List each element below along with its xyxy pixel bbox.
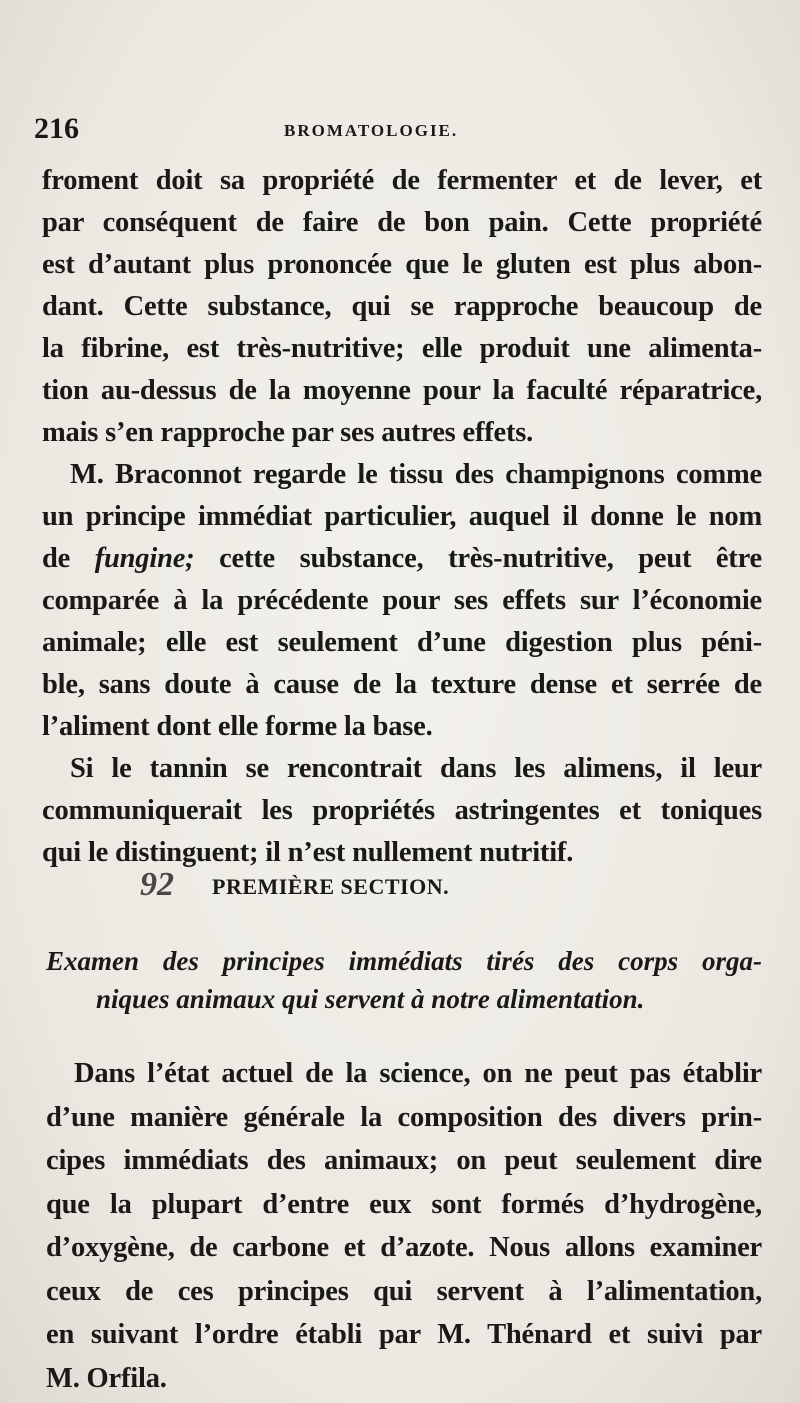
text-line: tion au-dessus de la moyenne pour la faculté réparatrice, (42, 375, 762, 406)
text-line: ceux de ces principes qui servent à l’alimentation, (46, 1275, 762, 1307)
text-line: ble, sans doute à cause de la texture dense et serrée de (42, 669, 762, 700)
text-line: un principe immédiat particulier, auquel il donne le nom (42, 501, 762, 532)
text-line: M. Orfila. (46, 1362, 167, 1394)
section-title: PREMIÈRE SECTION. (212, 874, 450, 899)
running-head: BROMATOLOGIE. (284, 121, 459, 140)
body-text-top (42, 160, 762, 874)
text-fragment: cette substance, très-nutritive, peut être (219, 543, 762, 574)
page-header (34, 112, 734, 152)
subtitle-line: Examen des principes immédiats tirés des corps orga- (46, 946, 762, 976)
text-line: en suivant l’ordre établi par M. Thénard et suivi par (46, 1319, 762, 1350)
text-fragment: de (42, 543, 71, 574)
text-line: dant. Cette substance, qui se rapproche beaucoup de (42, 291, 762, 322)
text-line: par conséquent de faire de bon pain. Cette propriété (42, 207, 762, 238)
text-line: la fibrine, est très-nutritive; elle produit une alimenta- (42, 333, 762, 364)
text-line: d’une manière générale la composition des divers prin- (46, 1101, 762, 1133)
text-line: d’oxygène, de carbone et d’azote. Nous allons examiner (46, 1232, 762, 1263)
text-line-fungine (42, 538, 762, 580)
text-line: Si le tannin se rencontrait dans les alimens, il leur (70, 753, 762, 784)
text-line: communiquerait les propriétés astringentes et toniques (42, 795, 762, 826)
text-line: froment doit sa propriété de fermenter et de lever, et (42, 165, 762, 196)
handwritten-section-mark: 92 (140, 866, 174, 903)
text-line: mais s’en rapproche par ses autres effets. (42, 417, 534, 448)
page-number: 216 (34, 112, 79, 145)
text-line: l’aliment dont elle forme la base. (42, 711, 433, 742)
subtitle-line: niques animaux qui servent à notre alimentation. (96, 984, 645, 1014)
body-text-bottom (46, 1052, 762, 1400)
text-line: est d’autant plus prononcée que le gluten est plus abon- (42, 249, 762, 280)
text-line: que la plupart d’entre eux sont formés d’hydrogène, (46, 1188, 762, 1220)
text-line: qui le distinguent; il n’est nullement nutritif. (42, 837, 574, 868)
text-line: Dans l’état actuel de la science, on ne peut pas établir (74, 1058, 762, 1089)
text-line: cipes immédiats des animaux; on peut seulement dire (46, 1145, 762, 1176)
italic-term: fungine; (94, 543, 195, 574)
section-subtitle (46, 942, 762, 1018)
text-line: M. Braconnot regarde le tissu des champignons comme (70, 459, 762, 490)
text-line: animale; elle est seulement d’une digestion plus péni- (42, 627, 762, 658)
text-line: comparée à la précédente pour ses effets sur l’économie (42, 585, 762, 616)
